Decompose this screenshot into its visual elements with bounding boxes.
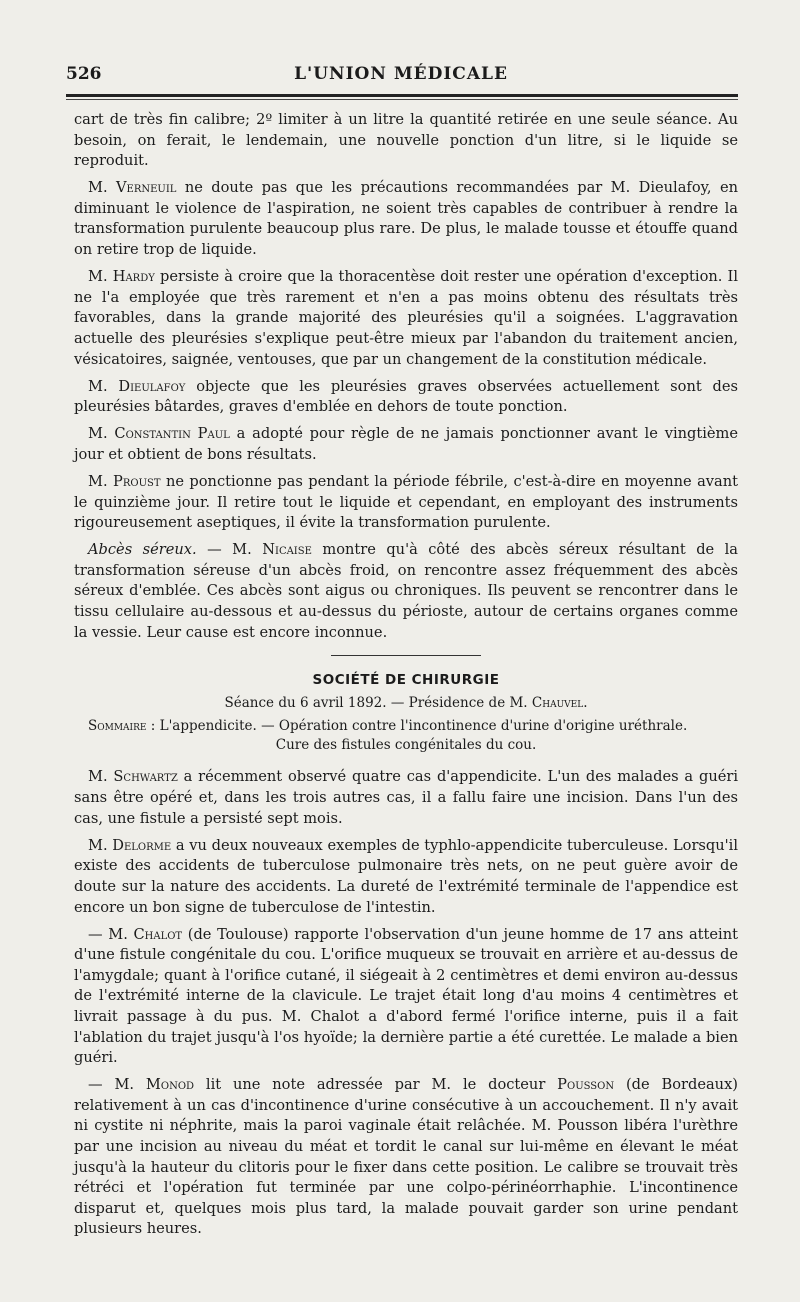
paragraph xyxy=(74,767,738,829)
paragraph xyxy=(74,472,738,534)
paragraph xyxy=(74,1075,738,1240)
paragraph xyxy=(74,424,738,465)
speaker-name: M. Constantin Paul xyxy=(88,425,230,443)
paragraph-text: lit une note adressée par M. le docteur xyxy=(194,1076,558,1094)
header-rule-thin xyxy=(66,99,738,100)
paragraph-text: (de Bordeaux) relativement à un cas d'incontinence d'urine consécutive à un accouchement. Il n'y avait ni cystite ni néphrite, mais la paroi vaginale était relâchée. M. Pousson libéra l'urèthre par une incision au niveau du méat et tordit le canal sur lui-même en élevant le méat jusqu'à la hauteur du clitoris pour le fixer dans cette position. Le calibre se trouvait très rétréci et l'opération fut terminée par une colpo-périnéorrhaphie. L'incontinence disparut et, quelques mois plus tard, la malade pouvait garder son urine pendant plusieurs heures. xyxy=(74,1076,738,1238)
speaker-name: M. Verneuil xyxy=(88,179,177,197)
seance-line xyxy=(74,693,738,714)
paragraph-text: ne ponctionne pas pendant la période fébrile, c'est-à-dire en moyenne avant le quinzième jour. Il retire tout le liquide et cependant, en employant des instruments rigoureusement aseptiques, il évite la transformation purulente. xyxy=(74,473,738,532)
paragraph xyxy=(74,540,738,643)
paragraph-text: (de Toulouse) rapporte l'observation d'un jeune homme de 17 ans atteint d'une fistule congénitale du cou. L'orifice muqueux se trouvait en arrière et au-dessus de l'amygdale; quant à l'orifice cutané, il siégeait à 2 centimètres et demi environ au-dessus de l'extrémité interne de la clavicule. Le trajet était long d'au moins 4 centimètres et livrait passage à du pus. M. Chalot a d'abord fermé l'orifice interne, puis il a fait l'ablation du trajet jusqu'à l'os hyoïde; la dernière partie a été curettée. Le malade a bien guéri. xyxy=(74,925,738,1067)
dash: — M. xyxy=(88,1076,146,1094)
paragraph: cart de très fin calibre; 2º limiter à un litre la quantité retirée en une seule séance. Au besoin, on ferait, le lendemain, une nouvelle ponction d'un litre, si le liquide se reproduit. xyxy=(74,111,738,170)
paragraph xyxy=(74,377,738,418)
paragraph-text: a vu deux nouveaux exemples de typhlo-appendicite tuberculeuse. Lorsqu'il existe des accidents de tuberculose pulmonaire très nets, on ne peut guère avoir de doute sur la nature des accidents. La dureté de l'extrémité terminale de l'appendice est encore un bon signe de tuberculose de l'intestin. xyxy=(74,836,739,916)
article-body xyxy=(74,110,738,1247)
subject-heading: Abcès séreux. xyxy=(88,541,197,559)
paragraph xyxy=(74,267,738,370)
dash: — M. xyxy=(196,541,263,559)
seance-text: Séance du 6 avril 1892. — Présidence de M. xyxy=(224,694,532,711)
president-name: Chauvel. xyxy=(531,694,588,711)
sommaire xyxy=(74,717,738,755)
speaker-name: M. Delorme xyxy=(88,836,172,854)
paragraph-text: a adopté pour règle de ne jamais ponctionner avant le vingtième jour et obtient de bons résultats. xyxy=(74,425,738,463)
speaker-name: Pousson xyxy=(557,1076,615,1094)
paragraph xyxy=(74,836,738,918)
sommaire-label: Sommaire xyxy=(88,718,147,735)
running-title: L'UNION MÉDICALE xyxy=(294,64,508,84)
speaker-name: M. Schwartz xyxy=(88,768,178,786)
page-header xyxy=(66,62,736,92)
paragraph-text: objecte que les pleurésies graves observées actuellement sont des pleurésies bâtardes, graves d'emblée en dehors de toute ponction. xyxy=(74,377,738,416)
header-rule xyxy=(66,94,738,97)
section-title: SOCIÉTÉ DE CHIRURGIE xyxy=(312,672,500,689)
speaker-name: M. Dieulafoy xyxy=(88,377,186,395)
speaker-name: M. Proust xyxy=(88,473,161,490)
speaker-name: M. Hardy xyxy=(88,268,155,286)
paragraph-text: persiste à croire que la thoracentèse doit rester une opération d'exception. Il ne l'a employée que très rarement et n'en a pas moins obtenu des résultats très favorables, dans la grande majorité des pleurésies qu'il a soignées. L'aggravation actuelle des pleurésies s'explique peut-être mieux par l'abandon du traitement ancien, vésicatoires, saignée, ventouses, que par un changement de la constitution médicale. xyxy=(74,268,738,368)
speaker-name: Chalot xyxy=(133,925,183,943)
paragraph-text: ne doute pas que les précautions recommandées par M. Dieulafoy, en diminuant le violence de l'aspiration, ne soient très capables de contribuer à rendre la transformation purulente beaucoup plus rare. De plus, le malade tousse et étouffe quand on retire trop de liquide. xyxy=(74,179,738,259)
paragraph xyxy=(74,178,738,260)
paragraph-text: a récemment observé quatre cas d'appendicite. L'un des malades a guéri sans être opéré et, dans les trois autres cas, il a fallu faire une incision. Dans l'un des cas, une fistule a persisté sept mois. xyxy=(74,768,738,827)
paragraph-text: montre qu'à côté des abcès séreux résultant de la transformation séreuse d'un abcès froid, on rencontre assez fréquemment des abcès séreux d'emblée. Ces abcès sont aigus ou chroniques. Ils peuvent se rencontrer dans le tissu cellulaire au-dessous et au-dessus du périoste, autour de certains organes comme la vessie. Leur cause est encore inconnue. xyxy=(74,541,739,641)
paragraph xyxy=(74,925,738,1069)
dash: — M. xyxy=(88,925,134,943)
page-number: 526 xyxy=(66,64,102,84)
speaker-name: Nicaise xyxy=(262,541,312,559)
section-separator xyxy=(331,655,481,656)
speaker-name: Monod xyxy=(145,1076,195,1094)
sommaire-text: Cure des fistules congénitales du cou. xyxy=(275,737,537,754)
sommaire-text: : L'appendicite. — Opération contre l'incontinence d'urine d'origine uréthrale. xyxy=(146,718,688,735)
